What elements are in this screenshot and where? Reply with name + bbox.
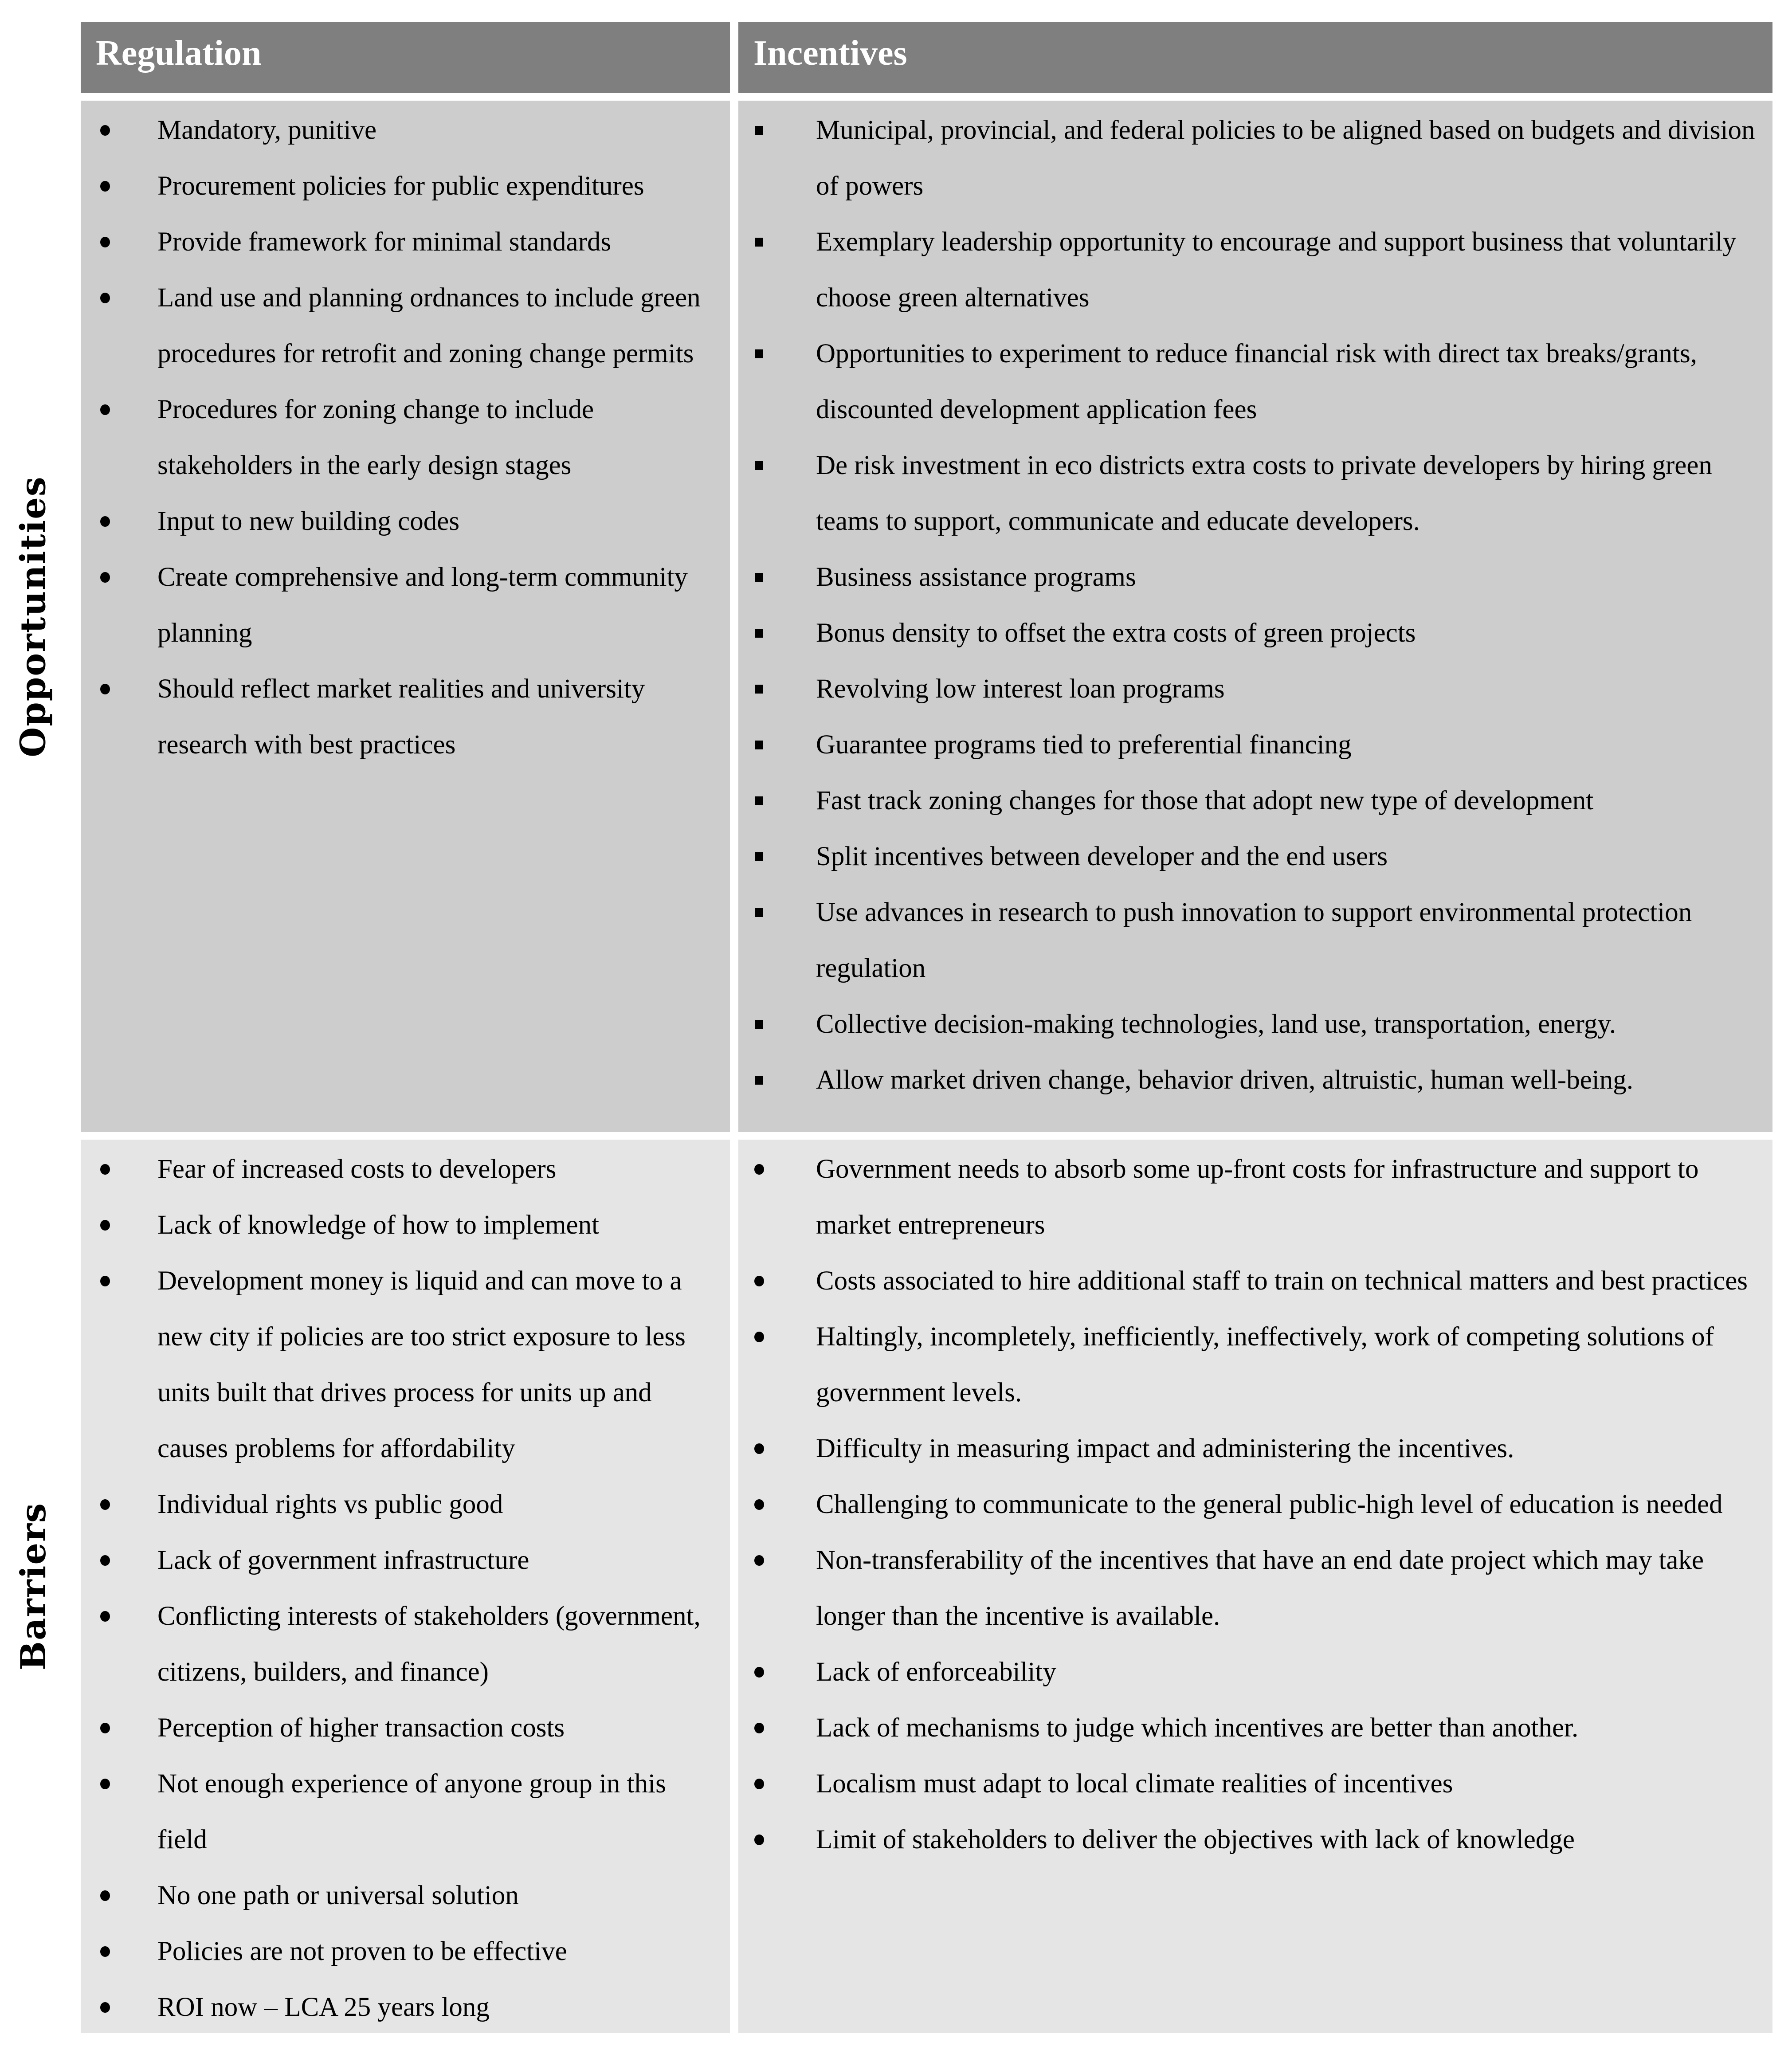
bullet-dot-icon [98, 1477, 112, 1533]
column-header-incentives [738, 22, 1772, 93]
bullet-square-icon [753, 549, 766, 605]
bullet-dot-icon [753, 1253, 766, 1309]
list-opportunities-regulation [81, 101, 730, 773]
bullet-dot-icon [98, 158, 112, 214]
bullet-square-icon [753, 885, 766, 941]
row-label-opportunities-text: Opportunities [13, 475, 54, 757]
list-item: Localism must adapt to local climate realities of incentives [738, 1756, 1772, 1812]
list-item: Conflicting interests of stakeholders (government, citizens, builders, and finance) [81, 1588, 730, 1700]
list-item: Perception of higher transaction costs [81, 1700, 730, 1756]
bullet-square-icon [753, 717, 766, 773]
list-item: Lack of enforceability [738, 1644, 1772, 1700]
row-label-barriers-text: Barriers [13, 1502, 54, 1670]
bullet-dot-icon [98, 1197, 112, 1253]
bullet-dot-icon [98, 494, 112, 549]
bullet-dot-icon [98, 1533, 112, 1588]
list-item: Municipal, provincial, and federal policies to be aligned based on budgets and division of powers [738, 102, 1772, 214]
bullet-dot-icon [753, 1141, 766, 1197]
list-item: Haltingly, incompletely, inefficiently, ineffectively, work of competing solutions of government levels. [738, 1309, 1772, 1421]
cell-opportunities-incentives [738, 101, 1772, 1132]
bullet-dot-icon [753, 1309, 766, 1365]
list-item: Individual rights vs public good [81, 1477, 730, 1533]
bullet-square-icon [753, 661, 766, 717]
list-barriers-regulation [81, 1140, 730, 2035]
list-item: Business assistance programs [738, 549, 1772, 605]
bullet-dot-icon [98, 1924, 112, 1980]
list-item: Input to new building codes [81, 494, 730, 549]
list-item: Lack of government infrastructure [81, 1533, 730, 1588]
list-barriers-incentives [738, 1140, 1772, 1868]
bullet-dot-icon [98, 1253, 112, 1309]
list-item: Land use and planning ordnances to include green procedures for retrofit and zoning change permits [81, 270, 730, 382]
bullet-square-icon [753, 605, 766, 661]
list-item: Procedures for zoning change to include stakeholders in the early design stages [81, 382, 730, 494]
list-item: Difficulty in measuring impact and administering the incentives. [738, 1421, 1772, 1477]
list-item: Bonus density to offset the extra costs of green projects [738, 605, 1772, 661]
list-item: Policies are not proven to be effective [81, 1924, 730, 1980]
bullet-dot-icon [98, 661, 112, 717]
bullet-dot-icon [98, 1588, 112, 1644]
bullet-dot-icon [98, 1868, 112, 1924]
list-item: Challenging to communicate to the general public-high level of education is needed [738, 1477, 1772, 1533]
bullet-dot-icon [753, 1812, 766, 1868]
list-item: Lack of mechanisms to judge which incentives are better than another. [738, 1700, 1772, 1756]
list-item: Not enough experience of anyone group in this field [81, 1756, 730, 1868]
bullet-square-icon [753, 1052, 766, 1108]
list-item: Procurement policies for public expenditures [81, 158, 730, 214]
cell-barriers-regulation [81, 1140, 730, 2033]
list-item: Lack of knowledge of how to implement [81, 1197, 730, 1253]
list-item: Create comprehensive and long-term community planning [81, 549, 730, 661]
bullet-dot-icon [753, 1700, 766, 1756]
cell-barriers-incentives [738, 1140, 1772, 2033]
bullet-dot-icon [753, 1533, 766, 1588]
bullet-square-icon [753, 829, 766, 885]
row-label-opportunities [0, 101, 67, 1132]
bullet-dot-icon [98, 382, 112, 438]
list-item: ROI now – LCA 25 years long [81, 1980, 730, 2035]
bullet-dot-icon [98, 1141, 112, 1197]
list-item: Fear of increased costs to developers [81, 1141, 730, 1197]
bullet-dot-icon [753, 1477, 766, 1533]
list-item: Collective decision-making technologies, land use, transportation, energy. [738, 996, 1772, 1052]
list-item: Non-transferability of the incentives that have an end date project which may take longer than the incentive is available. [738, 1533, 1772, 1644]
list-item: Development money is liquid and can move to a new city if policies are too strict exposure to less units built that drives process for units up and causes problems for affordability [81, 1253, 730, 1477]
bullet-dot-icon [98, 1700, 112, 1756]
list-item: Exemplary leadership opportunity to encourage and support business that voluntarily choose green alternatives [738, 214, 1772, 326]
bullet-square-icon [753, 326, 766, 382]
bullet-dot-icon [98, 1756, 112, 1812]
list-item: Guarantee programs tied to preferential financing [738, 717, 1772, 773]
bullet-dot-icon [98, 102, 112, 158]
list-item: Allow market driven change, behavior driven, altruistic, human well-being. [738, 1052, 1772, 1108]
list-item: De risk investment in eco districts extra costs to private developers by hiring green teams to support, communicate and educate developers. [738, 438, 1772, 549]
list-item: Fast track zoning changes for those that adopt new type of development [738, 773, 1772, 829]
list-item: Provide framework for minimal standards [81, 214, 730, 270]
list-item: Should reflect market realities and university research with best practices [81, 661, 730, 773]
bullet-dot-icon [753, 1756, 766, 1812]
bullet-dot-icon [98, 270, 112, 326]
list-opportunities-incentives [738, 101, 1772, 1108]
list-item: Government needs to absorb some up-front costs for infrastructure and support to market entrepreneurs [738, 1141, 1772, 1253]
bullet-dot-icon [753, 1421, 766, 1477]
bullet-dot-icon [98, 549, 112, 605]
list-item: Use advances in research to push innovation to support environmental protection regulation [738, 885, 1772, 996]
bullet-dot-icon [98, 1980, 112, 2035]
column-header-incentives-label: Incentives [753, 34, 907, 73]
list-item: Revolving low interest loan programs [738, 661, 1772, 717]
bullet-square-icon [753, 773, 766, 829]
list-item: No one path or universal solution [81, 1868, 730, 1924]
list-item: Opportunities to experiment to reduce financial risk with direct tax breaks/grants, discounted development application fees [738, 326, 1772, 438]
list-item: Split incentives between developer and the end users [738, 829, 1772, 885]
list-item: Mandatory, punitive [81, 102, 730, 158]
bullet-square-icon [753, 438, 766, 494]
cell-opportunities-regulation [81, 101, 730, 1132]
bullet-dot-icon [98, 214, 112, 270]
bullet-square-icon [753, 996, 766, 1052]
column-header-regulation [81, 22, 730, 93]
bullet-dot-icon [753, 1644, 766, 1700]
list-item: Costs associated to hire additional staff to train on technical matters and best practices [738, 1253, 1772, 1309]
bullet-square-icon [753, 102, 766, 158]
row-label-barriers [0, 1140, 67, 2033]
bullet-square-icon [753, 214, 766, 270]
column-header-regulation-label: Regulation [96, 34, 262, 73]
list-item: Limit of stakeholders to deliver the objectives with lack of knowledge [738, 1812, 1772, 1868]
